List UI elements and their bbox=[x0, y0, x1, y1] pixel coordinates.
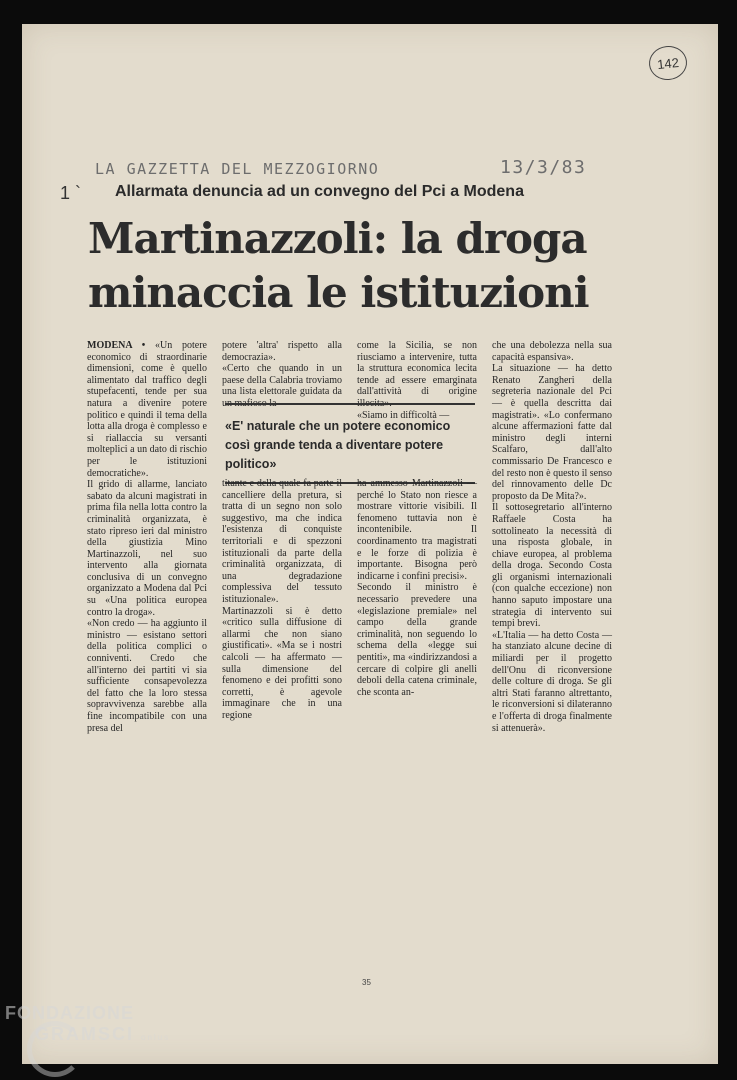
pull-quote: «E' naturale che un potere economico così grande tenda a diventare potere politico» bbox=[225, 403, 475, 484]
column-1-text: «Un potere economico di straordinarie dimensioni, come è quello alimentato dal traffico degli stupefacenti, tende per sua natura a divenire potere politico e quindi il tema della lotta alla droga è complesso e si riallaccia su versanti molteplici a un dato di rischio per le istituzioni democratiche». Il grido di allarme, lanciato sabato da alcuni magistrati in prima fila nella lotta contro la criminalità organizzata, è stato ripreso ieri dal ministro della giustizia Mino Martinazzoli, nel suo intervento alla giornata conclusiva di un convegno organizzato a Modena dal Pci su «Una politica europea contro la droga». «Non credo — ha aggiunto il ministro — esistano settori della politica complici o conniventi. Credo che all'interno dei partiti vi sia sufficiente consapevolezza del fatto che la loro stessa sopravvivenza sarebbe alla fine incompatibile con una presa del bbox=[87, 340, 207, 734]
article-kicker: Allarmata denuncia ad un convegno del Pci a Modena bbox=[115, 183, 524, 200]
article-column-2-top: potere 'altra' rispetto alla democrazia». «Certo che quando in un paese della Calabria troviamo una lista elettorale guidata da un mafioso la- bbox=[222, 340, 342, 409]
publication-name: LA GAZZETTA DEL MEZZOGIORNO bbox=[95, 160, 380, 178]
publication-date: 13/3/83 bbox=[500, 157, 587, 178]
headline-line-1: Martinazzoli: la droga bbox=[88, 214, 587, 263]
article-headline bbox=[88, 212, 628, 320]
page-number-annotation: 142 bbox=[647, 44, 688, 82]
article-column-3-top: come la Sicilia, se non riusciamo a intervenire, tutta la struttura economica lecita tende ad essere emarginata dall'attività di origine illecita». «Siamo in difficoltà — bbox=[357, 340, 477, 421]
watermark-suffix: onlus bbox=[141, 1033, 171, 1042]
article-column-4: che una debolezza nella sua capacità espansiva». La situazione — ha detto Renato Zangheri della segreteria nazionale del Pci — è quella descritta dai magistrati». «Lo confermano alcune affermazioni fatte dal ministro degli interni Scalfaro, dall'alto commissario De Francesco e del resto non è questo il senso del rinnovamento delle Dc proposto da De Mita?». Il sottosegretario all'interno Raffaele Costa ha sottolineato la necessità di una risposta globale, in chiave europea, al problema della droga. Secondo Costa gli organismi internazionali (con qualche eccezione) non hanno saputo impostare una strategia di intervento sui tempi brevi. «L'Italia — ha detto Costa — ha stanziato alcune decine di miliardi per il progetto dell'Onu di riconversione delle colture di droga. Se gli altri Stati faranno altrettanto, le riconversioni si dilateranno e l'offerta di droga finalmente si attenuerà». bbox=[492, 340, 612, 734]
archive-watermark bbox=[5, 1003, 170, 1045]
sheet-number: 35 bbox=[362, 978, 371, 987]
watermark-line-2-text: GRAMSCI bbox=[35, 1024, 134, 1044]
article-column-3-bottom: ha ammesso Martinazzoli — perché lo Stato non riesce a mostrare vittorie visibili. Il fenomeno tuttavia non è incontenibile. Il coordinamento tra magistrati e le forze di polizia è importante. Bisogna però indicarne i confini precisi». Secondo il ministro è necessario prevedere una «legislazione premiale» nel campo della grande criminalità, non seguendo lo schema della «legge sui pentiti», ma «indirizzandosi a cercare di colpire gli anelli deboli della catena criminale, che sconta an- bbox=[357, 478, 477, 698]
dateline: MODENA • bbox=[87, 340, 146, 351]
watermark-line-1: FONDAZIONE bbox=[5, 1003, 134, 1023]
article-column-1 bbox=[87, 340, 207, 734]
headline-line-2: minaccia le istituzioni bbox=[88, 268, 589, 317]
watermark-logo-icon bbox=[27, 1021, 83, 1077]
article-column-2-bottom: titante e della quale fa parte il cancelliere della pretura, si tratta di un segno non solo suggestivo, ma che indica l'esistenza di conquiste territoriali e di spezzoni istituzionali da parte della criminalità organizzata, di una degradazione complessiva del tessuto istituzionale». Martinazzoli si è detto «critico sulla diffusione di allarmi che non siano giustificati». «Ma se i nostri calcoli — ha affermato — sulla dimensione del fenomeno e dei profitti sono corretti, è agevole immaginare che in una regione bbox=[222, 478, 342, 721]
tick-mark: 1 ` bbox=[60, 183, 82, 203]
